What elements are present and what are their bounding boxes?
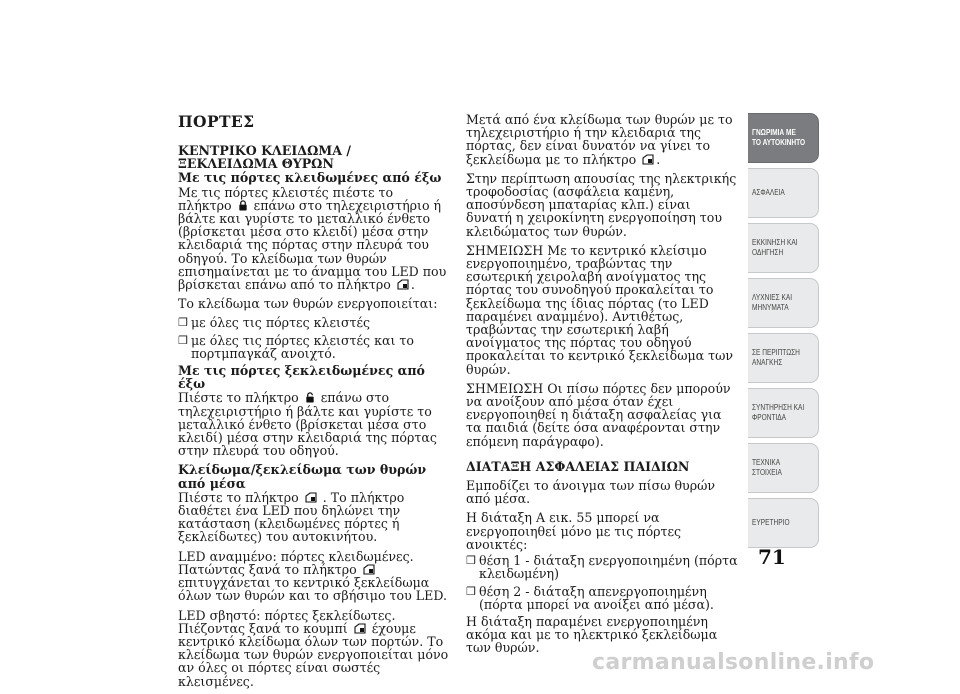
subheading-inside-locking: Κλείδωμα/ξεκλείδωμα των θυρών από μέσα: [178, 462, 427, 491]
bullet-box-icon: ❒: [178, 316, 188, 330]
subheading-locked-outside: Με τις πόρτες κλειδωμένες από έξω: [178, 170, 442, 186]
paragraph: Πιέστε το πλήκτρο . Το πλήκτρο διαθέτει ένα LED που δηλώνει την κατάσταση (κλειδωμένες πόρτες ή ξεκλείδωτες) του αυτοκινήτου.: [178, 489, 405, 545]
paragraph: Η διάταξη παραμένει ενεργοποιημένη ακόμα και με το ηλεκτρικό ξεκλείδωμα των θυρών.: [466, 613, 718, 656]
section-title-central-locking: ΚΕΝΤΡΙΚΟ ΚΛΕΙΔΩΜΑ / ΞΕΚΛΕΙΔΩΜΑ ΘΥΡΩΝ: [178, 143, 351, 172]
paragraph: Εμποδίζει το άνοιγμα των πίσω θυρών από μέσα.: [466, 478, 716, 507]
chapter-tabs: [748, 113, 819, 553]
door-lock-button-icon: [642, 154, 654, 165]
watermark: carmanualsonline.info: [592, 650, 875, 675]
list-item: ❒ με όλες τις πόρτες κλειστές: [178, 315, 371, 331]
paragraph: Στην περίπτωση απουσίας της ηλεκτρικής τροφοδοσίας (ασφάλεια καμένη, αποσύνδεση μπαταρίας κλπ.) είναι δυνατή η χειροκίνητη ενεργοποίηση του κλειδώματος των θυρών.: [466, 170, 737, 239]
paragraph: LED σβηστό: πόρτες ξεκλείδωτες. Πιέζοντας ξανά το κουμπί έχουμε κεντρικό κλείδωμα όλων των πορτών. Το κλείδωμα των θυρών ενεργοποιείται μόνο αν όλες οι πόρτες είναι σωστές κλεισμένες.: [178, 607, 449, 689]
tab-index[interactable]: ΕΥΡΕΤΗΡΙΟ: [748, 498, 819, 548]
note-paragraph: ΣΗΜΕΙΩΣΗ Με το κεντρικό κλείσιμο ενεργοποιημένο, τραβώντας την εσωτερική χειρολαβή ανοίγματος της πόρτας του συνοδηγού προκαλείται το ξεκλείδωμα της ίδιας πόρτας (το LED παραμένει αναμμένο). Αντιθέτως, τραβώντας την εσωτερική λαβή ανοίγματος της πόρτας του οδηγού προκαλείται το κεντρικό ξεκλείδωμα των θυρών.: [466, 242, 734, 377]
subheading-unlocked-outside: Με τις πόρτες ξεκλειδωμένες από έξω: [178, 363, 425, 392]
bullet-box-icon: ❒: [178, 333, 188, 347]
list-item: ❒ θέση 2 - διάταξη απενεργοποιημένη (πόρτα μπορεί να ανοίξει από μέσα).: [466, 583, 714, 612]
right-column: [466, 113, 738, 661]
tab-getting-to-know[interactable]: ΓΝΩΡΙΜΙΑ ΜΕ ΤΟ ΑΥΤΟΚΙΝΗΤΟ: [748, 113, 819, 163]
paragraph: Η διάταξη A εικ. 55 μπορεί να ενεργοποιηθεί μόνο με τις πόρτες ανοικτές:: [466, 510, 682, 552]
paragraph: Μετά από ένα κλείδωμα των θυρών με το τηλεχειριστήριο ή την κλειδαριά της πόρτας, δεν είναι δυνατόν να γίνει το ξεκλείδωμα με το πλήκτρο .: [466, 112, 733, 167]
paragraph: LED αναμμένο: πόρτες κλειδωμένες. Πατώντας ξανά το πλήκτρο επιτυγχάνεται το κεντρικό ξεκλείδωμα όλων των θυρών και το σβήσιμο του LED.: [178, 548, 447, 604]
door-lock-button-icon: [305, 492, 317, 503]
padlock-open-icon: [305, 392, 315, 403]
tab-emergency[interactable]: ΣΕ ΠΕΡΙΠΤΩΣΗ ΑΝΑΓΚΗΣ: [748, 333, 819, 383]
page-number: 71: [758, 545, 786, 569]
tab-warning-lights[interactable]: ΛΥΧΝΙΕΣ ΚΑΙ ΜΗΝΥΜΑΤΑ: [748, 278, 819, 328]
list-item: ❒ με όλες τις πόρτες κλειστές και το πορτμπαγκάζ ανοιχτό.: [178, 332, 414, 361]
tab-technical-data[interactable]: ΤΕΧΝΙΚΑ ΣΤΟΙΧΕΙΑ: [748, 443, 819, 493]
padlock-closed-icon: [238, 200, 248, 211]
left-column: [178, 113, 450, 694]
door-lock-button-icon: [354, 623, 366, 634]
tab-safety[interactable]: ΑΣΦΑΛΕΙΑ: [748, 168, 819, 218]
tab-starting-driving[interactable]: ΕΚΚΙΝΗΣΗ ΚΑΙ ΟΔΗΓΗΣΗ: [748, 223, 819, 273]
paragraph: Πιέστε το πλήκτρο επάνω στο τηλεχειριστήριο ή βάλτε και γυρίστε το μεταλλικό ένθετο (βρίσκεται μέσα στο κλειδί) μέσα στην κλειδαριά της πόρτας στην πλευρά του οδηγού.: [178, 390, 437, 459]
bullet-box-icon: ❒: [466, 584, 476, 598]
paragraph: Το κλείδωμα των θυρών ενεργοποιείται:: [178, 296, 438, 312]
paragraph: Με τις πόρτες κλειστές πιέστε το πλήκτρο επάνω στο τηλεχειριστήριο ή βάλτε και γυρίστε το μεταλλικό ένθετο (βρίσκεται μέσα στο κλειδί) μέσα στην κλειδαριά της πόρτας στην πλευρά του οδηγού. Το κλείδωμα των θυρών επισημαίνεται με το άναμμα του LED που βρίσκεται επάνω από το πλήκτρο .: [178, 184, 447, 293]
list-item: ❒ θέση 1 - διάταξη ενεργοποιημένη (πόρτα κλειδωμένη): [466, 553, 738, 582]
door-lock-button-icon: [363, 564, 375, 575]
tab-maintenance[interactable]: ΣΥΝΤΗΡΗΣΗ ΚΑΙ ΦΡΟΝΤΙΔΑ: [748, 388, 819, 438]
section-title-child-safety: ΔΙΑΤΑΞΗ ΑΣΦΑΛΕΙΑΣ ΠΑΙΔΙΩΝ: [466, 458, 690, 474]
door-lock-button-icon: [397, 279, 409, 290]
note-paragraph: ΣΗΜΕΙΩΣΗ Οι πίσω πόρτες δεν μπορούν να ανοίξουν από μέσα όταν έχει ενεργοποιηθεί η διάταξη ασφαλείας για τα παιδιά (δείτε όσα αναφέρονται στην επόμενη παράγραφο).: [466, 380, 731, 449]
bullet-box-icon: ❒: [466, 554, 476, 568]
page-title: ΠΟΡΤΕΣ: [178, 112, 255, 131]
